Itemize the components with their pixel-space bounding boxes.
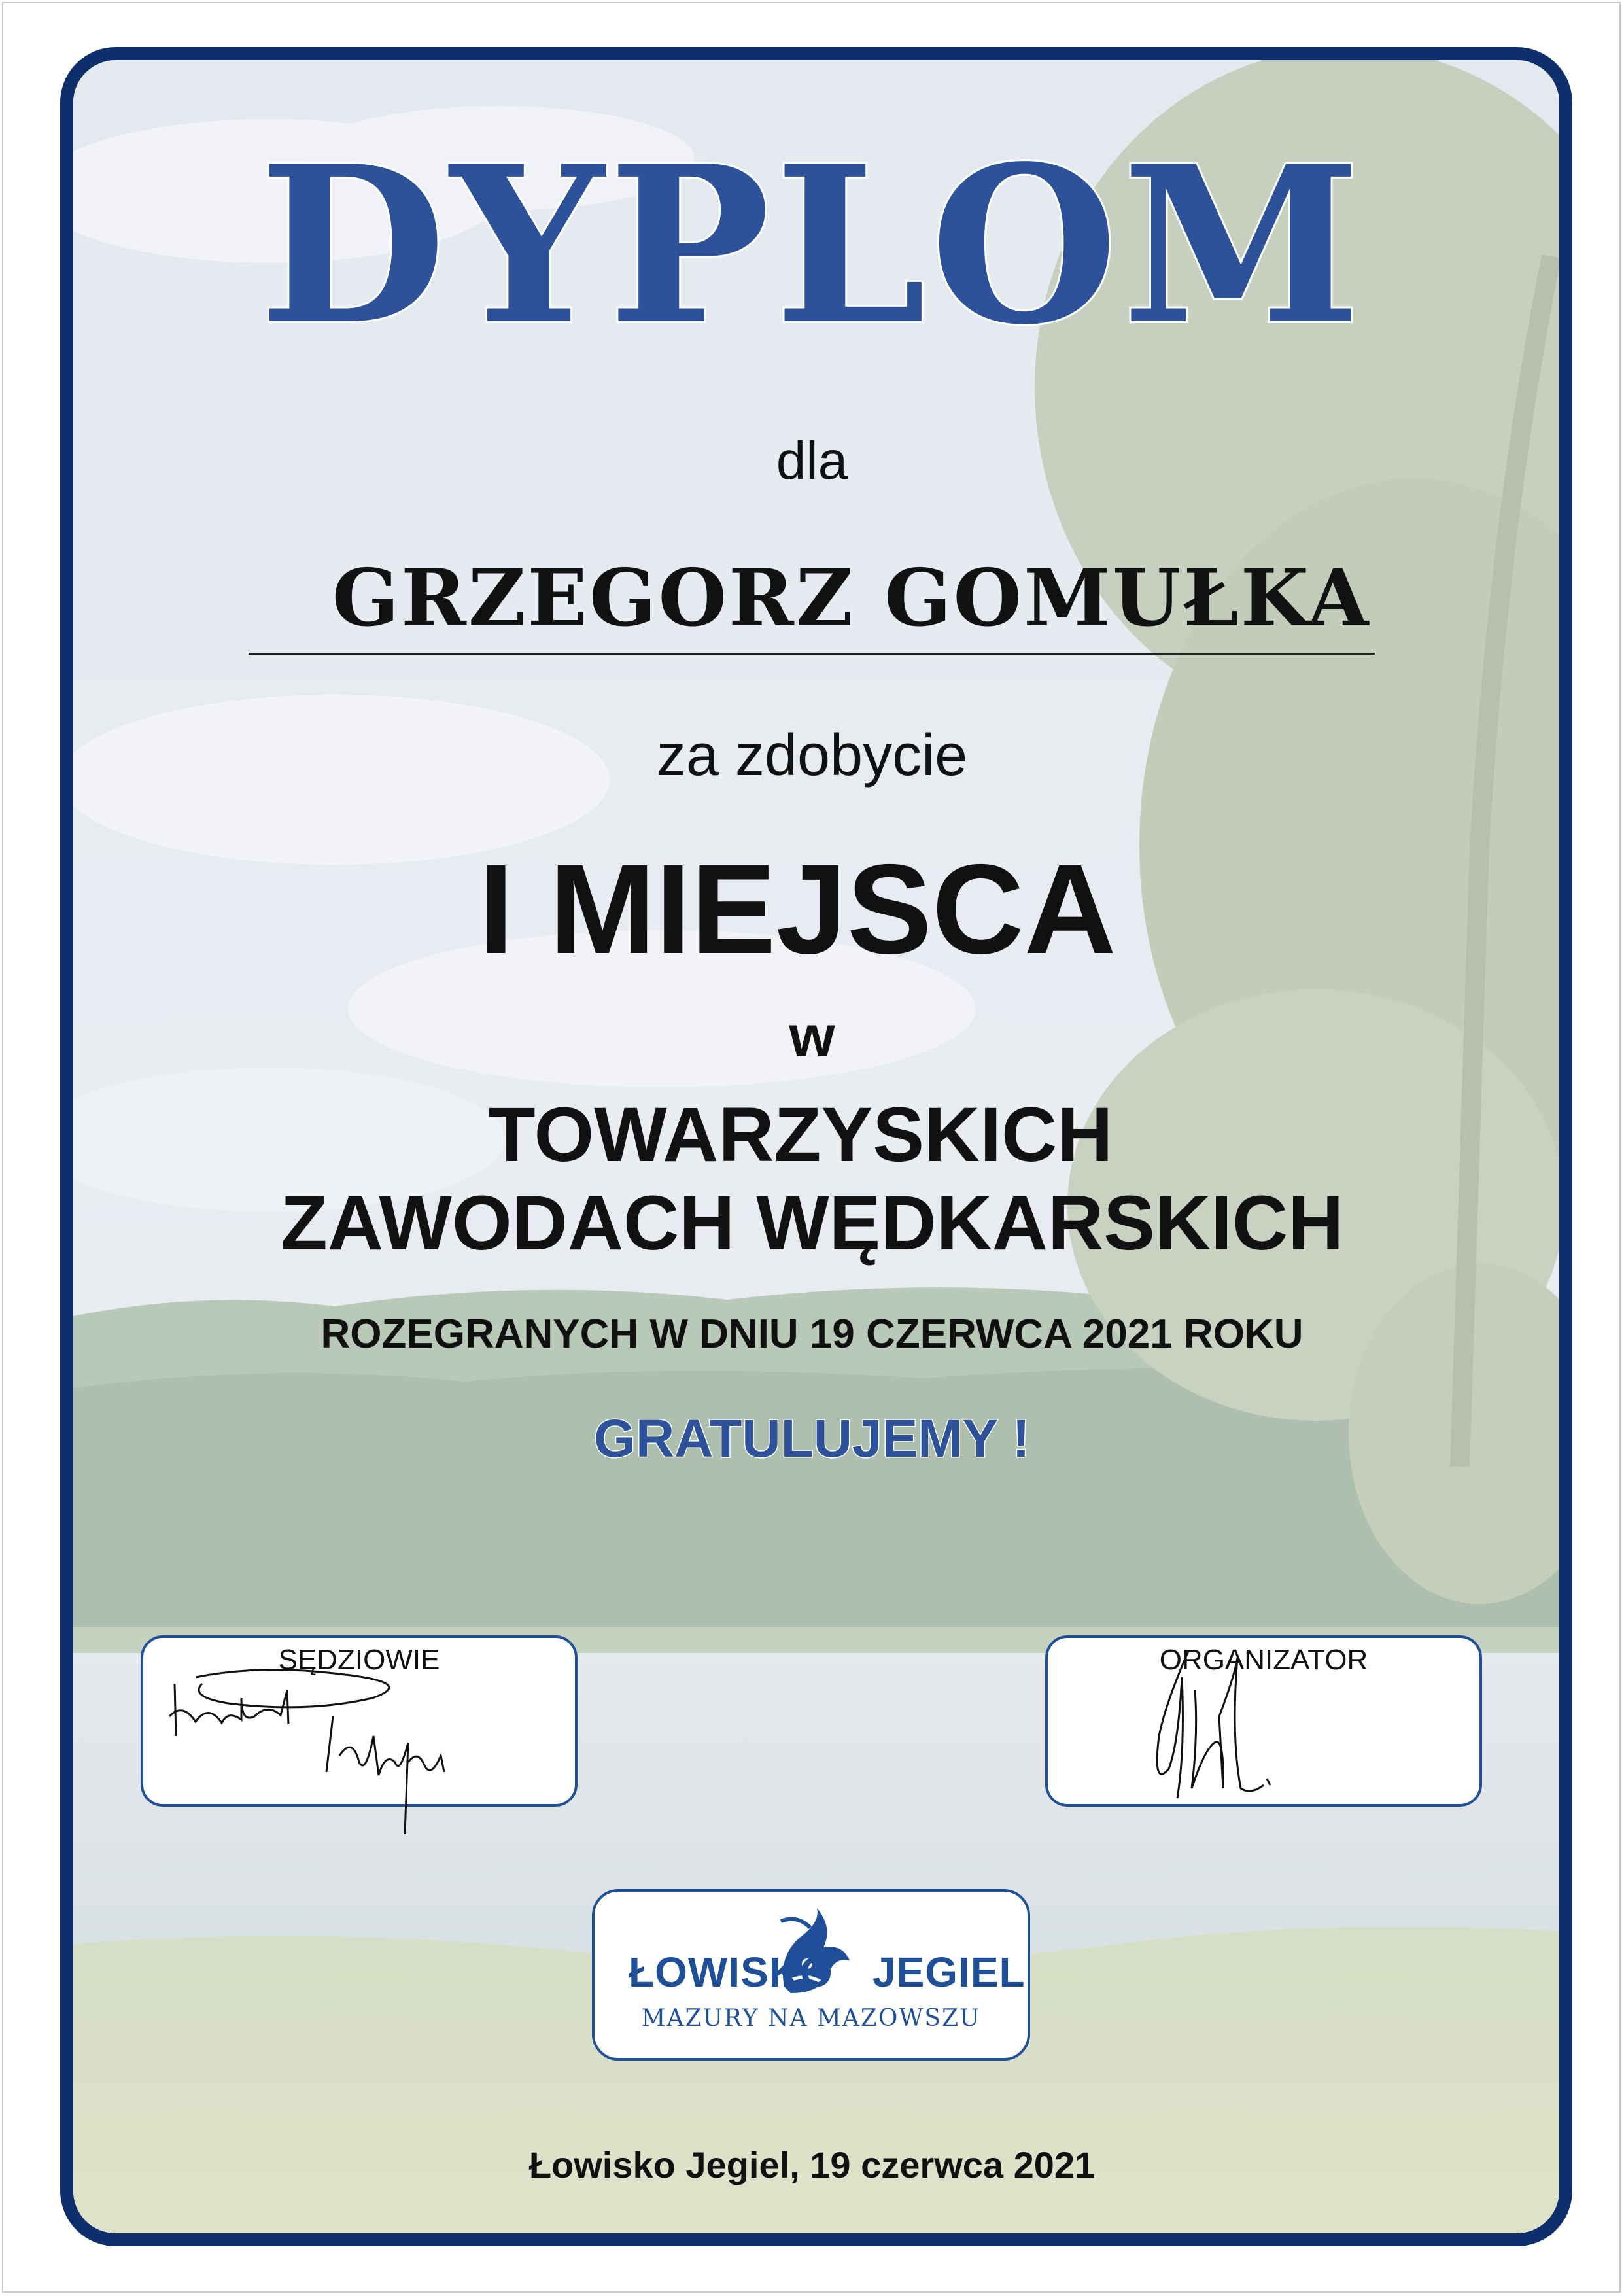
footer-place-date: Łowisko Jegiel, 19 czerwca 2021 <box>528 2144 1096 2185</box>
event-date: ROZEGRANYCH W DNIU 19 CZERWCA 2021 ROKU <box>320 1312 1304 1357</box>
fishery-logo <box>592 1889 1030 2061</box>
event-name-line1: TOWARZYSKICH <box>488 1092 1113 1178</box>
logo-subtitle: MAZURY NA MAZOWSZU <box>641 2005 981 2032</box>
judges-label: SĘDZIOWIE <box>278 1644 440 1676</box>
organizer-signature-box <box>1045 1635 1482 1807</box>
for-achieving-label: za zdobycie <box>656 723 968 788</box>
logo-word-1: ŁOWISKO <box>629 1949 833 1996</box>
diploma-title: DYPLOM <box>259 118 1365 372</box>
event-name-line2: ZAWODACH WĘDKARSKICH <box>280 1180 1344 1266</box>
place-heading: I MIEJSCA <box>478 838 1116 981</box>
judges-signature-box <box>141 1635 578 1807</box>
recipient-name: GRZEGORZ GOMUŁKA <box>332 552 1371 644</box>
organizer-signature <box>1048 1638 1485 1854</box>
congratulations-text: GRATULUJEMY ! <box>594 1409 1030 1469</box>
organizer-label: ORGANIZATOR <box>1159 1644 1368 1676</box>
name-underline <box>249 653 1375 655</box>
judges-signature <box>143 1638 580 1854</box>
logo-word-2: JEGIEL <box>872 1949 1026 1996</box>
for-label: dla <box>776 431 848 491</box>
in-label: w <box>789 1004 835 1070</box>
